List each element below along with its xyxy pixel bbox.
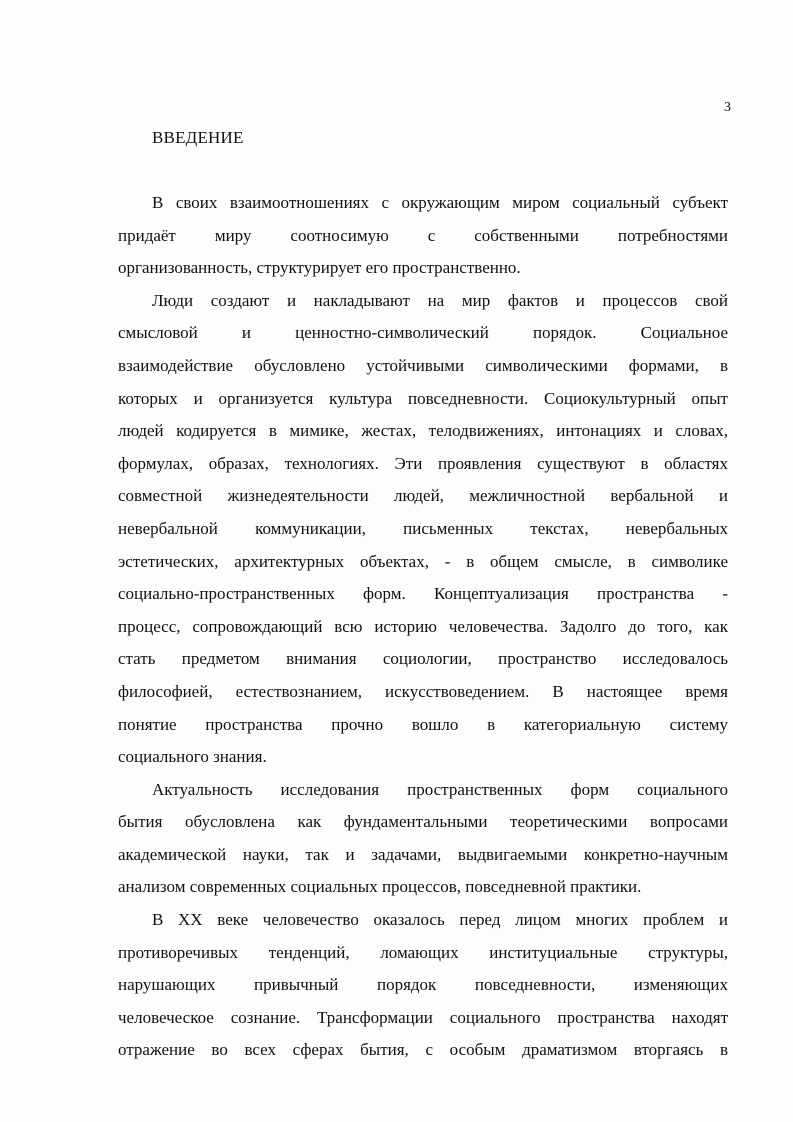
- text-line: совместной жизнедеятельности людей, межличностной вербальной и: [118, 486, 728, 506]
- text-line: бытия обусловлена как фундаментальными теоретическими вопросами: [118, 812, 728, 832]
- text-line: В своих взаимоотношениях с окружающим миром социальный субъект: [152, 193, 728, 212]
- text-line: формулах, образах, технологиях. Эти проявления существуют в областях: [118, 453, 728, 473]
- text-line: социального знания.: [118, 747, 267, 767]
- text-line: смысловой и ценностно-символический порядок. Социальное: [118, 323, 728, 343]
- text-line: В XX веке человечество оказалось перед лицом многих проблем и: [152, 910, 728, 930]
- text-line: Люди создают и накладывают на мир фактов и процессов свой: [152, 290, 728, 310]
- section-heading: ВВЕДЕНИЕ: [152, 128, 244, 147]
- text-line: отражение во всех сферах бытия, с особым драматизмом вторгаясь в: [118, 1040, 728, 1060]
- text-line: организованность, структурирует его пространственно.: [118, 258, 521, 278]
- text-line: противоречивых тенденций, ломающих институциальные структуры,: [118, 942, 728, 962]
- text-line: понятие пространства прочно вошло в категориальную систему: [118, 714, 728, 734]
- text-line: философией, естествознанием, искусствоведением. В настоящее время: [118, 681, 728, 701]
- paragraph-4: [118, 904, 728, 1067]
- text-line: Актуальность исследования пространственных форм социального: [152, 779, 728, 799]
- text-line: нарушающих привычный порядок повседневности, изменяющих: [118, 975, 728, 995]
- text-line: человеческое сознание. Трансформации социального пространства находят: [118, 1007, 728, 1027]
- paragraph-1: [118, 187, 728, 285]
- paragraph-2: [118, 285, 728, 774]
- text-line: академической науки, так и задачами, выдвигаемыми конкретно-научным: [118, 844, 728, 864]
- text-line: эстетических, архитектурных объектах, - в общем смысле, в символике: [118, 551, 728, 571]
- text-line: стать предметом внимания социологии, пространство исследовалось: [118, 649, 728, 669]
- page-number: 3: [724, 100, 731, 115]
- text-line: которых и организуется культура повседневности. Социокультурный опыт: [118, 388, 728, 408]
- paragraph-3: [118, 774, 728, 904]
- text-line: взаимодействие обусловлено устойчивыми символическими формами, в: [118, 355, 728, 375]
- text-line: невербальной коммуникации, письменных текстах, невербальных: [118, 518, 728, 538]
- body-text: [118, 187, 728, 1067]
- text-line: анализом современных социальных процессов, повседневной практики.: [118, 877, 642, 897]
- text-line: социально-пространственных форм. Концептуализация пространства -: [118, 584, 728, 604]
- text-line: придаёт миру соотносимую с собственными потребностями: [118, 225, 728, 245]
- text-line: людей кодируется в мимике, жестах, телодвижениях, интонациях и словах,: [118, 421, 728, 441]
- text-line: процесс, сопровождающий всю историю человечества. Задолго до того, как: [118, 616, 728, 636]
